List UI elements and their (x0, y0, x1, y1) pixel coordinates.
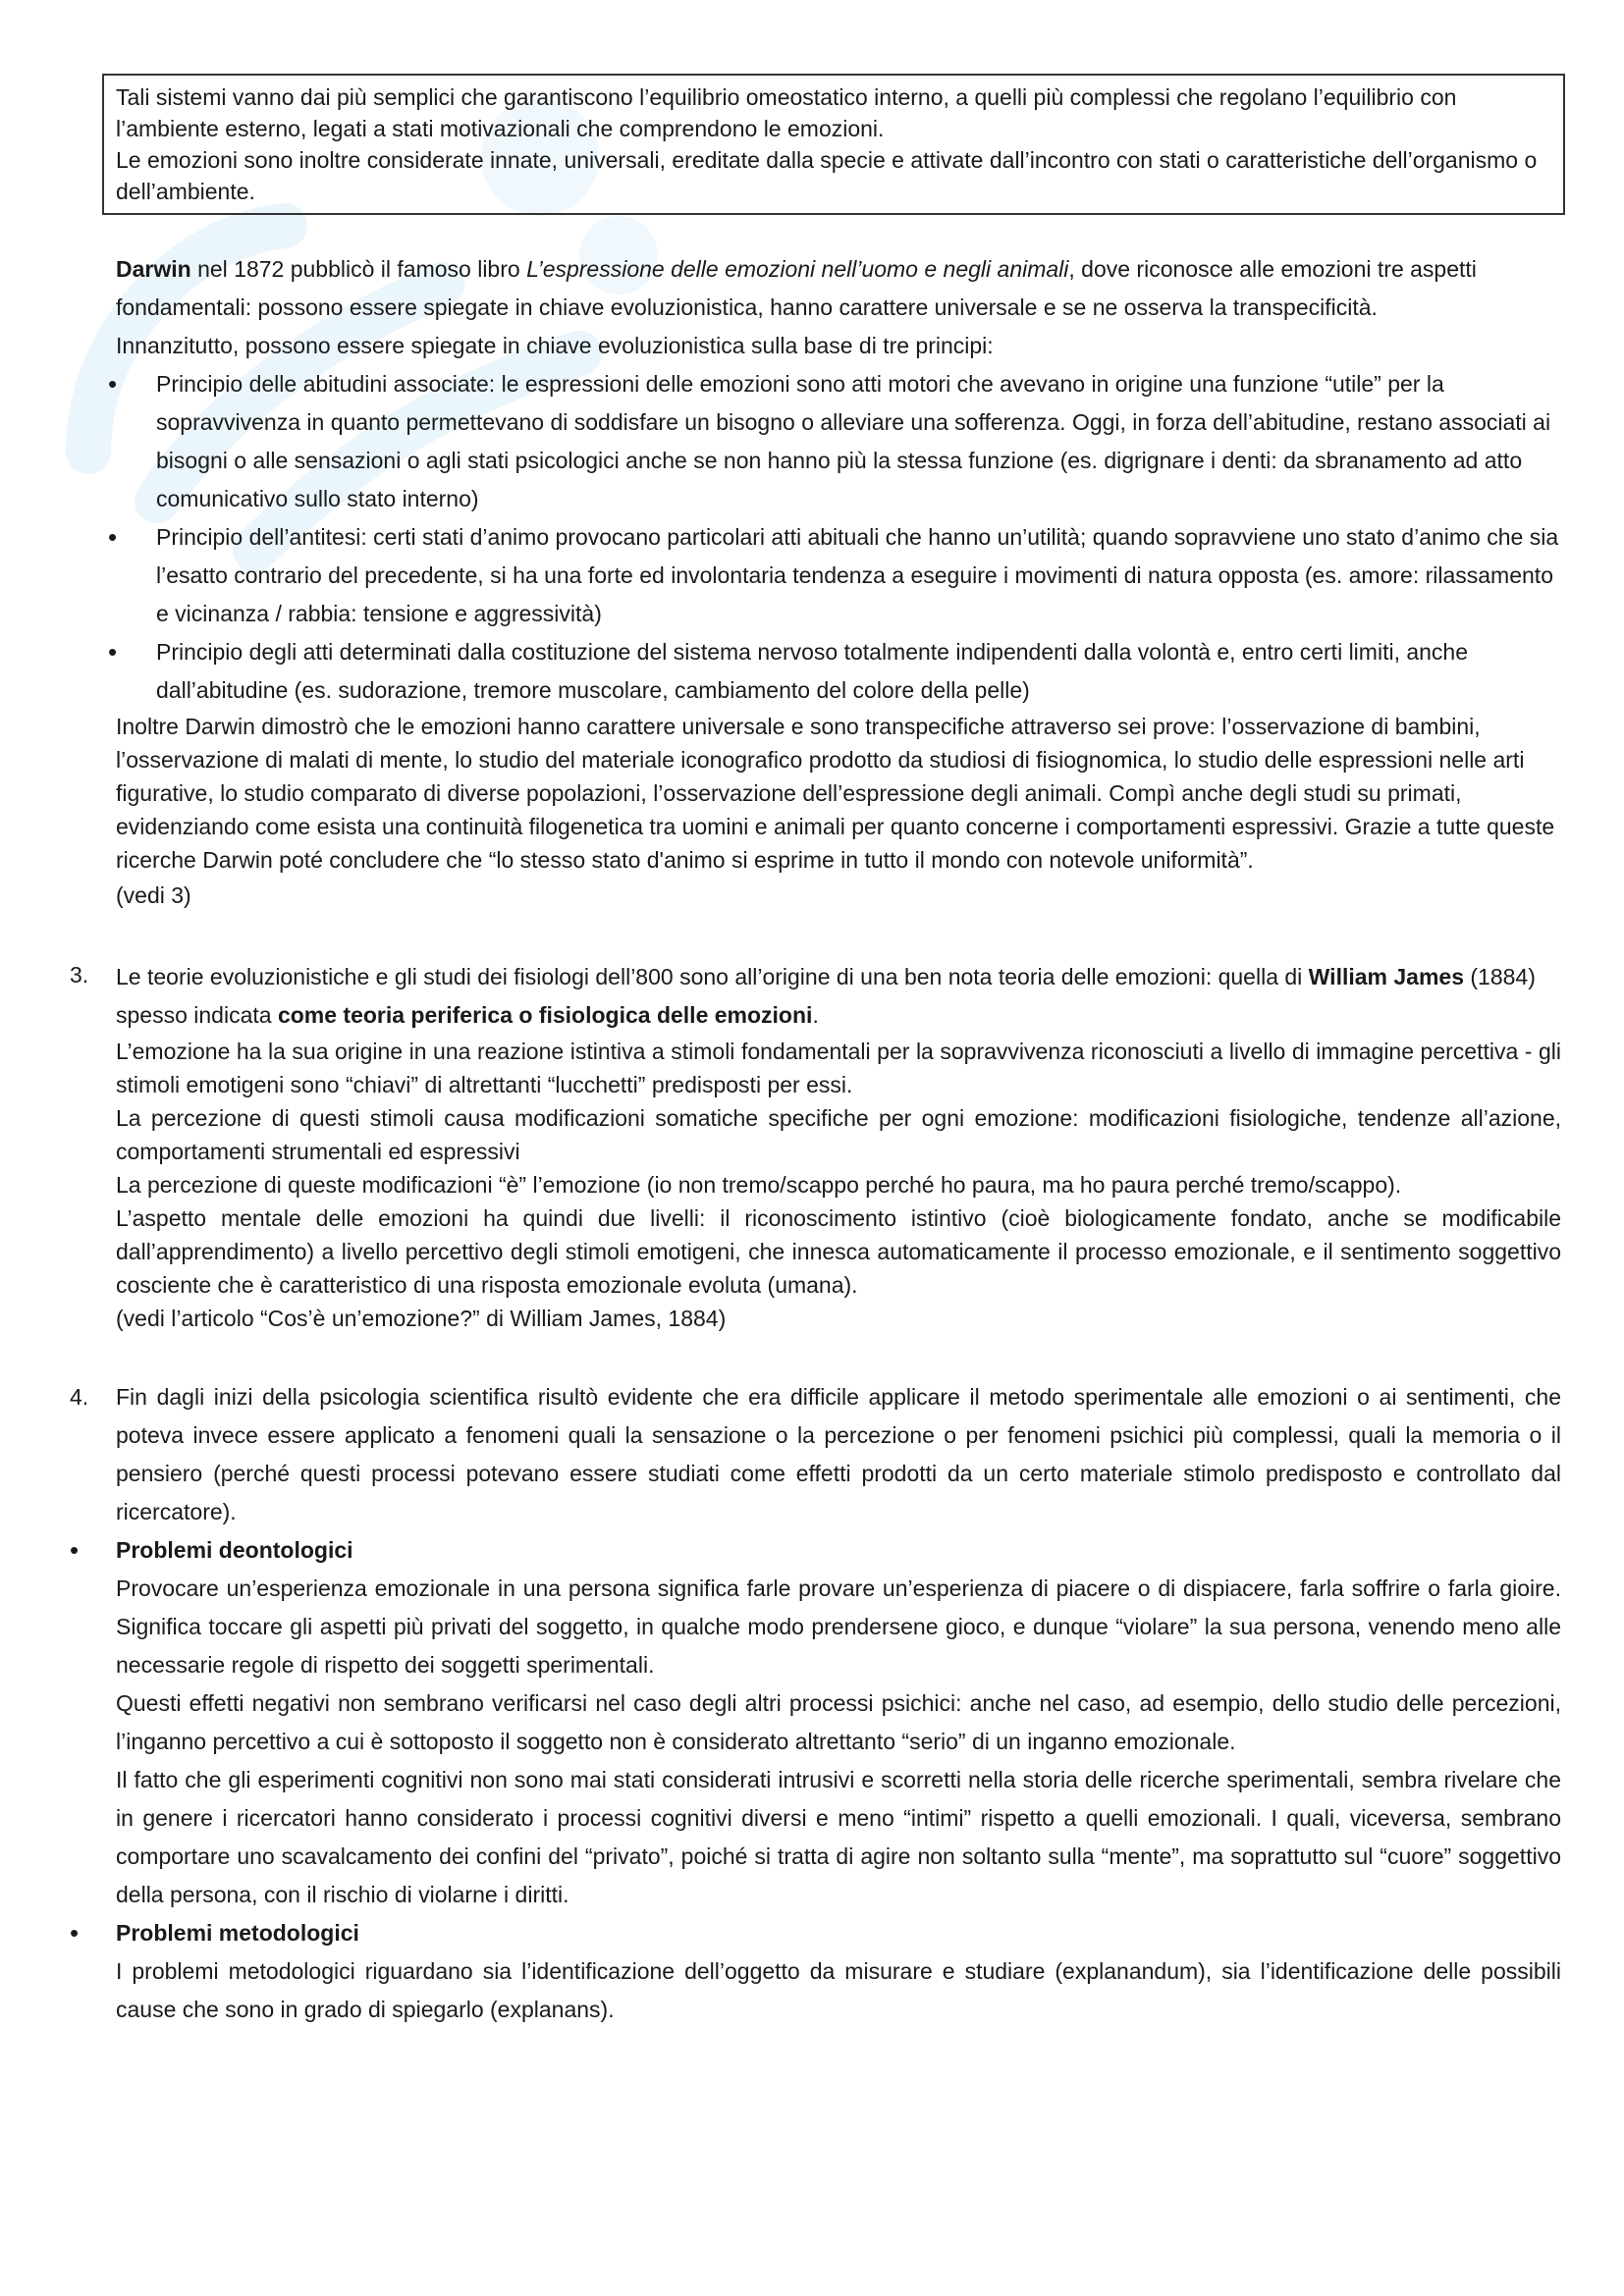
author-name: William James (1308, 964, 1464, 989)
box-paragraph: Tali sistemi vanno dai più semplici che garantiscono l’equilibrio omeostatico interno, a quelli più complessi che regolano l’equilibrio con l’ambiente esterno, legati a stati motivazionali che comprendono le emozioni. (116, 84, 1457, 141)
box-paragraph: Le emozioni sono inoltre considerate innate, universali, ereditate dalla specie e attivate dall’incontro con stati o caratteristiche dell’organismo o dell’ambiente. (116, 147, 1538, 204)
darwin-conclusion: Inoltre Darwin dimostrò che le emozioni hanno carattere universale e sono transpecifiche attraverso sei prove: l’osservazione di bambini, l’osservazione di malati di mente, lo studio del materiale iconografico prodotto da studiosi di fisiognomica, lo studio delle espressioni nelle arti figurative, lo studio comparato di diverse popolazioni, l’osservazione dell’espressione degli animali. Compì anche degli studi su primati, evidenziando come esista una continuità filogenetica tra uomini e animali per quanto concerne i comportamenti espressivi. Grazie a tutte queste ricerche Darwin poté concludere che “lo stesso stato d'animo si esprime in tutto il mondo con notevole uniformità”. (116, 714, 1555, 873)
principle-item: • Principio delle abitudini associate: le espressioni delle emozioni sono atti motori che avevano in origine una funzione “utile” per la sopravvivenza in quanto permettevano di soddisfare un bisogno o alleviare una sofferenza. Oggi, in forza dell’abitudine, restano associati ai bisogni o alle sensazioni o agli stati psicologici anche se non hanno più la stessa funzione (es. digrignare i denti: da sbranamento ad atto comunicativo sullo stato interno) (116, 365, 1561, 518)
section-4-intro: Fin dagli inizi della psicologia scientifica risultò evidente che era difficile applicare il metodo sperimentale alle emozioni o ai sentimenti, che poteva invece essere applicato a fenomeni quali la sensazione o la percezione o per fenomeni psichici più complessi, quali la memoria o il pensiero (perché questi processi potevano essere studiati come effetti prodotti da un certo materiale stimolo predisposto e controllato dal ricercatore). (116, 1384, 1561, 1524)
section-number: 4. (70, 1384, 89, 1410)
section-3-paragraph: L’emozione ha la sua origine in una reazione istintiva a stimoli fondamentali per la sopravvivenza riconosciuti a livello di immagine percettiva - gli stimoli emotigeni sono “chiavi” di altrettanti “lucchetti” predisposti per essi. (116, 1039, 1561, 1097)
section-3-paragraph: La percezione di questi stimoli causa modificazioni somatiche specifiche per ogni emozione: modificazioni fisiologiche, tendenze all’azione, comportamenti strumentali ed espressivi (116, 1105, 1561, 1164)
section-3-intro-text: Le teorie evoluzionistiche e gli studi dei fisiologi dell’800 sono all’origine di una ben nota teoria delle emozioni: quella di (116, 964, 1309, 989)
section-3 (70, 958, 1561, 1335)
section-3-intro-text: . (812, 1002, 819, 1028)
section-3-intro-text: (1884) spesso indicata (116, 964, 1536, 1028)
darwin-intro-text: nel 1872 pubblicò il famoso libro (190, 256, 527, 282)
principle-item: • Principio dell’antitesi: certi stati d’animo provocano particolari atti abituali che hanno un’utilità; quando sopravviene uno stato d’animo che sia l’esatto contrario del precedente, si ha una forte ed involontaria tendenza a eseguire i movimenti di natura opposta (es. amore: rilassamento e vicinanza / rabbia: tensione e aggressività) (116, 518, 1561, 633)
principle-item: • Principio degli atti determinati dalla costituzione del sistema nervoso totalmente indipendenti dalla volontà e, entro certi limiti, anche dall’abitudine (es. sudorazione, tremore muscolare, cambiamento del colore della pelle) (116, 633, 1561, 710)
principles-intro: Innanzitutto, possono essere spiegate in chiave evoluzionistica sulla base di tre principi: (116, 333, 994, 358)
darwin-intro-text: , dove riconosce alle emozioni tre aspetti fondamentali: possono essere spiegate in chiave evoluzionistica, hanno carattere universale e se ne osserva la transpecificità. (116, 256, 1477, 320)
darwin-see: (vedi 3) (116, 882, 191, 908)
section-3-intro (116, 958, 1561, 1035)
section-number: 3. (70, 962, 89, 988)
deontological-paragraph: Provocare un’esperienza emozionale in una persona significa farle provare un’esperienza di piacere o di dispiacere, farla soffrire o farla gioire. Significa toccare gli aspetti più privati del soggetto, in qualche modo prendersene gioco, e dunque “violare” la sua persona, venendo meno alle necessarie regole di rispetto dei soggetti sperimentali. (116, 1575, 1561, 1678)
darwin-intro (116, 250, 1561, 327)
section-4 (70, 1378, 1561, 2029)
methodological-heading: • Problemi metodologici (116, 1914, 1561, 1952)
section-3-body (116, 1035, 1561, 1335)
summary-box (102, 74, 1565, 215)
section-3-paragraph: (vedi l’articolo “Cos’è un’emozione?” di William James, 1884) (116, 1306, 727, 1331)
deontological-paragraph: Il fatto che gli esperimenti cognitivi non sono mai stati considerati intrusivi e scorretti nella storia delle ricerche sperimentali, sembra rivelare che in genere i ricercatori hanno considerato i processi cognitivi diversi e meno “intimi” rispetto a quelli emozionali. I quali, viceversa, sembrano comportare uno scavalcamento dei confini del “privato”, poiché si tratta di agire non soltanto sulla “mente”, ma soprattutto sul “cuore” soggettivo della persona, con il rischio di violarne i diritti. (116, 1767, 1561, 1907)
darwin-section (116, 250, 1561, 915)
deontological-heading: • Problemi deontologici (116, 1531, 1561, 1570)
document-page (70, 74, 1561, 2029)
deontological-body (116, 1570, 1561, 1914)
deontological-paragraph: Questi effetti negativi non sembrano verificarsi nel caso degli altri processi psichici: anche nel caso, ad esempio, dello studio delle percezioni, l’inganno percettivo a cui è sottoposto il soggetto non è considerato altrettanto “serio” di un inganno emozionale. (116, 1690, 1561, 1754)
section-3-paragraph: L’aspetto mentale delle emozioni ha quindi due livelli: il riconoscimento istintivo (cioè biologicamente fondato, anche se modificabile dall’apprendimento) a livello percettivo degli stimoli emotigeni, che innesca automaticamente il processo emozionale, e il sentimento soggettivo cosciente che è caratteristico di una risposta emozionale evoluta (umana). (116, 1205, 1561, 1298)
methodological-paragraph: I problemi metodologici riguardano sia l’identificazione dell’oggetto da misurare e studiare (explanandum), sia l’identificazione delle possibili cause che sono in grado di spiegarlo (explanans). (116, 1958, 1561, 2022)
section-3-paragraph: La percezione di queste modificazioni “è” l’emozione (io non tremo/scappo perché ho paura, ma ho paura perché tremo/scappo). (116, 1172, 1402, 1198)
book-title: L’espressione delle emozioni nell’uomo e negli animali (526, 256, 1069, 282)
darwin-name: Darwin (116, 256, 191, 282)
principles-list (116, 365, 1561, 710)
theory-name: come teoria periferica o fisiologica delle emozioni (277, 1002, 813, 1028)
